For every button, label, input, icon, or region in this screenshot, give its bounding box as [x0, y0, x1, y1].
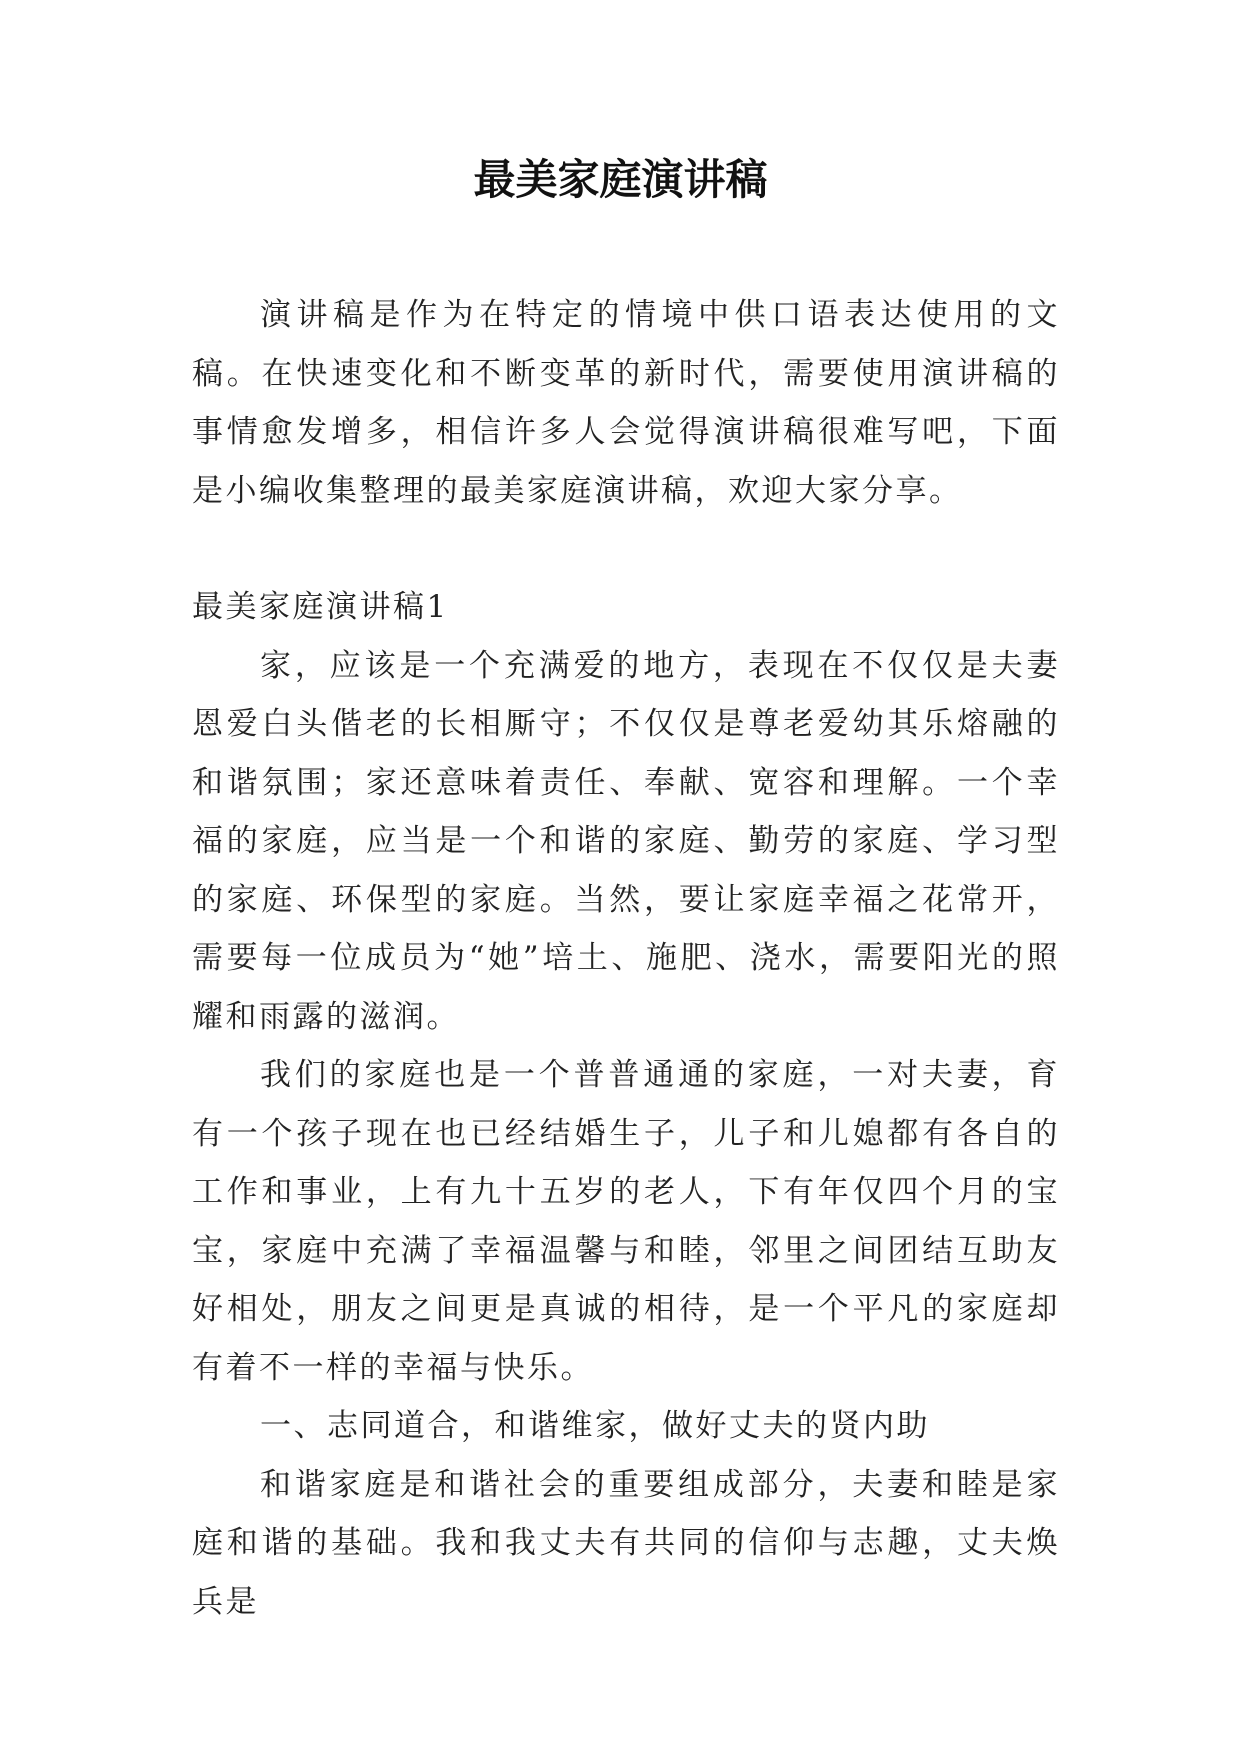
body-paragraph-1: 家，应该是一个充满爱的地方，表现在不仅仅是夫妻恩爱白头偕老的长相厮守；不仅仅是尊老爱幼其乐熔融的和谐氛围；家还意味着责任、奉献、宽容和理解。一个幸福的家庭，应当是一个和谐的家庭、勤劳的家庭、学习型的家庭、环保型的家庭。当然，要让家庭幸福之花常开，需要每一位成员为“她”培土、施肥、浇水，需要阳光的照耀和雨露的滋润。 [192, 647, 1060, 1035]
intro-paragraph: 演讲稿是作为在特定的情境中供口语表达使用的文稿。在快速变化和不断变革的新时代，需要使用演讲稿的事情愈发增多，相信许多人会觉得演讲稿很难写吧，下面是小编收集整理的最美家庭演讲稿，欢迎大家分享。 [192, 297, 1060, 509]
section-heading: 最美家庭演讲稿1 [192, 589, 449, 625]
paragraph-spacer [192, 520, 1060, 578]
body-paragraph-3: 和谐家庭是和谐社会的重要组成部分，夫妻和睦是家庭和谐的基础。我和我丈夫有共同的信仰与志趣，丈夫焕兵是 [192, 1466, 1060, 1620]
subsection-heading: 一、志同道合，和谐维家，做好丈夫的贤内助 [260, 1408, 930, 1444]
body-paragraph-2: 我们的家庭也是一个普普通通的家庭，一对夫妻，育有一个孩子现在也已经结婚生子，儿子和儿媳都有各自的工作和事业，上有九十五岁的老人，下有年仅四个月的宝宝，家庭中充满了幸福温馨与和睦，邻里之间团结互助友好相处，朋友之间更是真诚的相待，是一个平凡的家庭却有着不一样的幸福与快乐。 [192, 1057, 1060, 1386]
document-body [192, 286, 1060, 1631]
document-title: 最美家庭演讲稿 [473, 155, 768, 204]
